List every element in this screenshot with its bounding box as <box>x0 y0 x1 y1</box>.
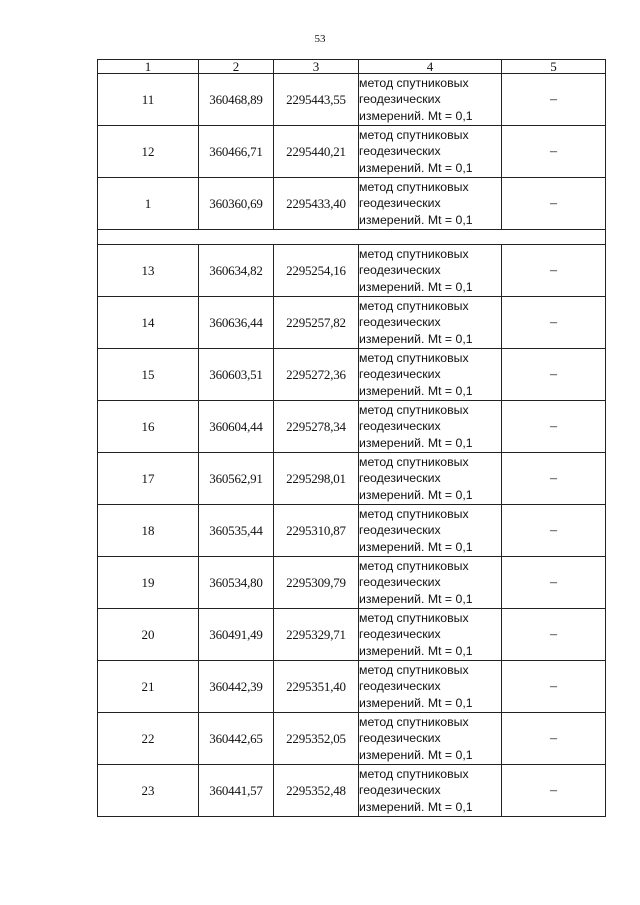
table-row <box>98 297 606 349</box>
table-row <box>98 178 606 230</box>
y-coordinate: 2295272,36 <box>274 349 359 401</box>
method-line: геодезических <box>359 523 441 538</box>
table-row <box>98 126 606 178</box>
x-coordinate: 360441,57 <box>199 765 274 817</box>
point-number: 18 <box>98 505 199 557</box>
table-body-top <box>98 74 606 230</box>
method-line: геодезических <box>359 367 441 382</box>
method-cell <box>359 557 502 609</box>
method-line: метод спутниковых <box>359 246 469 261</box>
page-number: 53 <box>314 33 326 45</box>
method-line: метод спутниковых <box>359 714 469 729</box>
point-number: 23 <box>98 765 199 817</box>
method-line: метод спутниковых <box>359 179 469 194</box>
y-coordinate: 2295257,82 <box>274 297 359 349</box>
method-line: измерений. Mt = 0,1 <box>359 435 473 450</box>
point-number: 16 <box>98 401 199 453</box>
method-cell <box>359 178 502 230</box>
table-row <box>98 453 606 505</box>
y-coordinate: 2295440,21 <box>274 126 359 178</box>
x-coordinate: 360562,91 <box>199 453 274 505</box>
note-dash: – <box>502 609 606 661</box>
method-line: метод спутниковых <box>359 350 469 365</box>
note-dash: – <box>502 178 606 230</box>
method-line: геодезических <box>359 783 441 798</box>
method-line: измерений. Mt = 0,1 <box>359 108 473 123</box>
method-line: измерений. Mt = 0,1 <box>359 279 473 294</box>
method-line: геодезических <box>359 315 441 330</box>
method-cell <box>359 74 502 126</box>
point-number: 19 <box>98 557 199 609</box>
x-coordinate: 360603,51 <box>199 349 274 401</box>
method-line: измерений. Mt = 0,1 <box>359 747 473 762</box>
point-number: 12 <box>98 126 199 178</box>
separator-row <box>98 230 606 245</box>
method-line: геодезических <box>359 92 441 107</box>
method-line: метод спутниковых <box>359 558 469 573</box>
y-coordinate: 2295254,16 <box>274 245 359 297</box>
note-dash: – <box>502 713 606 765</box>
method-line: измерений. Mt = 0,1 <box>359 799 473 814</box>
method-line: измерений. Mt = 0,1 <box>359 643 473 658</box>
y-coordinate: 2295309,79 <box>274 557 359 609</box>
method-line: геодезических <box>359 575 441 590</box>
method-line: измерений. Mt = 0,1 <box>359 160 473 175</box>
x-coordinate: 360442,39 <box>199 661 274 713</box>
point-number: 20 <box>98 609 199 661</box>
y-coordinate: 2295278,34 <box>274 401 359 453</box>
table-row <box>98 74 606 126</box>
header-col-1: 1 <box>98 60 199 74</box>
method-line: метод спутниковых <box>359 506 469 521</box>
method-cell <box>359 505 502 557</box>
header-col-3: 3 <box>274 60 359 74</box>
note-dash: – <box>502 126 606 178</box>
x-coordinate: 360636,44 <box>199 297 274 349</box>
method-line: геодезических <box>359 196 441 211</box>
y-coordinate: 2295352,05 <box>274 713 359 765</box>
note-dash: – <box>502 349 606 401</box>
table-body-bottom <box>98 245 606 817</box>
point-number: 21 <box>98 661 199 713</box>
table-row <box>98 401 606 453</box>
x-coordinate: 360535,44 <box>199 505 274 557</box>
x-coordinate: 360360,69 <box>199 178 274 230</box>
x-coordinate: 360534,80 <box>199 557 274 609</box>
method-line: геодезических <box>359 144 441 159</box>
method-line: измерений. Mt = 0,1 <box>359 383 473 398</box>
table-row <box>98 765 606 817</box>
x-coordinate: 360634,82 <box>199 245 274 297</box>
point-number: 11 <box>98 74 199 126</box>
method-line: измерений. Mt = 0,1 <box>359 695 473 710</box>
method-line: измерений. Mt = 0,1 <box>359 331 473 346</box>
y-coordinate: 2295352,48 <box>274 765 359 817</box>
method-cell <box>359 349 502 401</box>
method-cell <box>359 401 502 453</box>
header-col-2: 2 <box>199 60 274 74</box>
note-dash: – <box>502 505 606 557</box>
method-line: геодезических <box>359 627 441 642</box>
x-coordinate: 360468,89 <box>199 74 274 126</box>
method-cell <box>359 126 502 178</box>
note-dash: – <box>502 557 606 609</box>
table-row <box>98 661 606 713</box>
note-dash: – <box>502 765 606 817</box>
y-coordinate: 2295298,01 <box>274 453 359 505</box>
method-line: измерений. Mt = 0,1 <box>359 487 473 502</box>
method-cell <box>359 453 502 505</box>
note-dash: – <box>502 453 606 505</box>
method-cell <box>359 661 502 713</box>
point-number: 1 <box>98 178 199 230</box>
method-line: геодезических <box>359 731 441 746</box>
point-number: 15 <box>98 349 199 401</box>
header-col-5: 5 <box>502 60 606 74</box>
table-row <box>98 349 606 401</box>
method-cell <box>359 713 502 765</box>
table-row <box>98 557 606 609</box>
table-row <box>98 505 606 557</box>
method-line: метод спутниковых <box>359 402 469 417</box>
x-coordinate: 360466,71 <box>199 126 274 178</box>
method-cell <box>359 765 502 817</box>
point-number: 14 <box>98 297 199 349</box>
method-cell <box>359 609 502 661</box>
method-line: геодезических <box>359 679 441 694</box>
note-dash: – <box>502 401 606 453</box>
y-coordinate: 2295329,71 <box>274 609 359 661</box>
method-line: метод спутниковых <box>359 127 469 142</box>
method-line: измерений. Mt = 0,1 <box>359 591 473 606</box>
method-line: измерений. Mt = 0,1 <box>359 212 473 227</box>
table-header-row <box>98 60 606 74</box>
method-line: метод спутниковых <box>359 298 469 313</box>
method-line: измерений. Mt = 0,1 <box>359 539 473 554</box>
table-separator <box>98 230 606 245</box>
point-number: 17 <box>98 453 199 505</box>
method-cell <box>359 245 502 297</box>
coordinates-table <box>97 59 606 817</box>
note-dash: – <box>502 297 606 349</box>
method-line: метод спутниковых <box>359 454 469 469</box>
point-number: 22 <box>98 713 199 765</box>
separator-cell <box>98 230 606 245</box>
method-cell <box>359 297 502 349</box>
y-coordinate: 2295433,40 <box>274 178 359 230</box>
method-line: геодезических <box>359 263 441 278</box>
y-coordinate: 2295351,40 <box>274 661 359 713</box>
table-row <box>98 713 606 765</box>
method-line: метод спутниковых <box>359 75 469 90</box>
method-line: метод спутниковых <box>359 766 469 781</box>
x-coordinate: 360442,65 <box>199 713 274 765</box>
x-coordinate: 360604,44 <box>199 401 274 453</box>
y-coordinate: 2295310,87 <box>274 505 359 557</box>
y-coordinate: 2295443,55 <box>274 74 359 126</box>
note-dash: – <box>502 74 606 126</box>
method-line: геодезических <box>359 419 441 434</box>
point-number: 13 <box>98 245 199 297</box>
x-coordinate: 360491,49 <box>199 609 274 661</box>
table-row <box>98 609 606 661</box>
method-line: геодезических <box>359 471 441 486</box>
note-dash: – <box>502 245 606 297</box>
header-col-4: 4 <box>359 60 502 74</box>
method-line: метод спутниковых <box>359 610 469 625</box>
table-row <box>98 245 606 297</box>
note-dash: – <box>502 661 606 713</box>
method-line: метод спутниковых <box>359 662 469 677</box>
